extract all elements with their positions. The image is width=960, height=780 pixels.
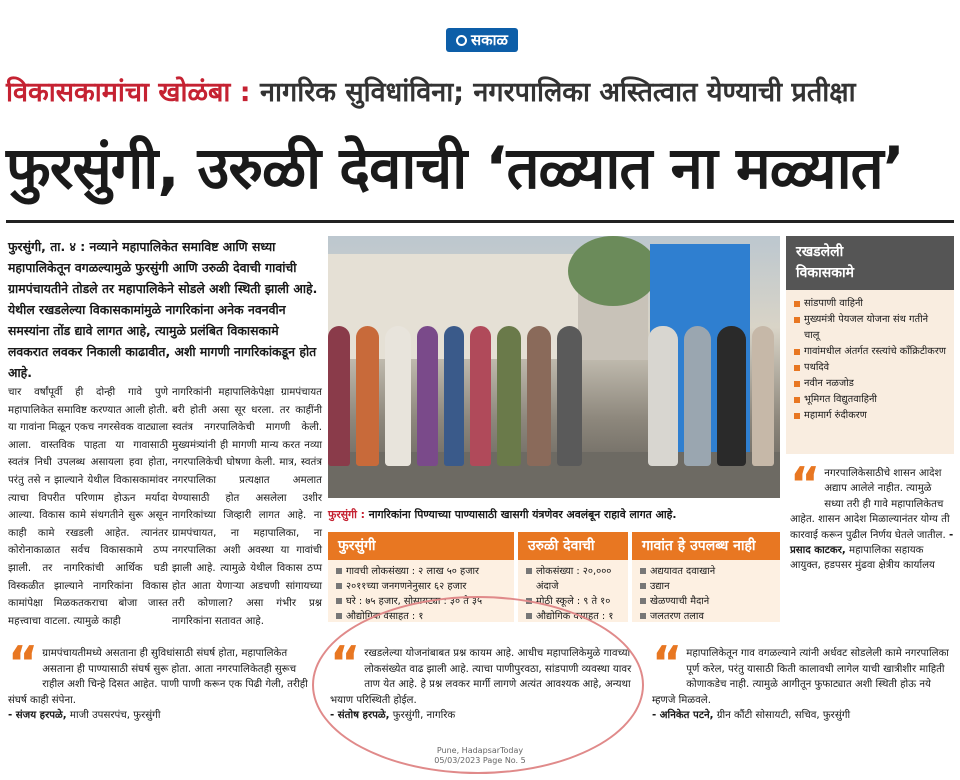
quote-role: महापालिका सहायक आयुक्त, हडपसर मुंढवा क्षेत्रीय कार्यालय	[790, 545, 935, 572]
headline-rule	[6, 220, 954, 223]
missing-facilities	[632, 532, 780, 622]
quote-text: ग्रामपंचायतीमध्ये असताना ही सुविधांसाठी संघर्ष होता, महापालिकेत असताना ही पाण्यासाठी संघर्ष सुरू होता. आता नगरपालिकेतही सुरूच राहील अशी चिन्हे दिसत आहेत. पाणी पाणी करून एक पिढी गेली, तरीही संघर्ष काही संपेना.	[8, 648, 308, 706]
quote-author: - अनिकेत पटने,	[652, 710, 714, 722]
pending-works-title	[786, 236, 954, 290]
kicker-rest: नागरिक सुविधांविना; नगरपालिका अस्तित्वात येण्याची प्रतीक्षा	[260, 77, 856, 108]
quote-text: रखडलेल्या योजनांबाबत प्रश्न कायम आहे. आधीच महापालिकेमुळे गावच्या लोकसंख्येत वाढ झाली आहे. त्याचा पाणीपुरवठा, सांडपाणी व्यवस्था यावर ताण येत आहे. हे प्रश्न लवकर मार्गी लागणे अत्यंत आवश्यक आहे, अन्यथा भयाण परिस्थिती होईल.	[330, 648, 632, 706]
quote-author: - प्रसाद काटकर,	[790, 529, 954, 557]
caption-place: फुरसुंगी :	[328, 508, 365, 521]
official-quote	[790, 457, 954, 624]
list-item: २०११च्या जनगणनेनुसार ६२ हजार	[336, 579, 506, 594]
quote-mark-icon: “	[8, 636, 39, 690]
fursungi-facts	[328, 532, 514, 622]
quote-role: फुरसुंगी, नागरिक	[392, 710, 456, 722]
pending-works-list	[786, 290, 954, 430]
photo-person	[684, 326, 711, 466]
list-item: भूमिगत विद्युतवाहिनी	[794, 392, 946, 408]
list-item: गावची लोकसंख्या : २ लाख ५० हजार	[336, 564, 506, 579]
body-column-2: नागरिकांनी महापालिकेपेक्षा ग्रामपंचायत बरी होती असा सूर धरला. तर काहींनी स्वतंत्र नगरपालिकेची मागणी केली. मुख्यमंत्र्यांनी ही मागणी मान्य करत नव्या नगरपालिकेची घोषणा केली. मात्र, स्वतंत्र नगरपालिका प्रत्यक्षात अमलात येण्यासाठी होत असलेला उशीर नागरिकांच्या जिव्हारी लागत आहे. ना ग्रामपंचायत, ना महापालिका, ना नगरपालिका अशी अवस्था या गावांची झाली आहे. त्यामुळे येथील विकास ठप्प होत आता येणाऱ्या अडचणी सांगायच्या तरी कोणाला? असा गंभीर प्रश्न नागरिकांना सतावत आहे.	[172, 387, 322, 627]
list-item: सांडपाणी वाहिनी	[794, 296, 946, 312]
photo-tree	[568, 236, 658, 306]
photo-person	[752, 326, 774, 466]
list-item: नवीन नळजोड	[794, 376, 946, 392]
quote-mark-icon: “	[652, 636, 683, 690]
quote-author: - संजय हरपळे,	[8, 710, 67, 722]
quote-text: महापालिकेतून गाव वगळल्याने त्यांनी अर्धवट सोडलेली कामे नगरपालिका पूर्ण करेल, परंतु यासाठी किती कालावधी लागेल याची खात्रीशीर माहिती कोणाकडेच नाही. त्यामुळे आगीतून फुफाट्यात अशी स्थिती होऊ नये म्हणजे मिळवले.	[652, 648, 949, 706]
citizen-quote-3	[652, 636, 954, 730]
photo-caption	[328, 500, 780, 530]
list-item: मोठी स्कूले : ९ ते १०	[526, 594, 620, 609]
photo-person	[527, 326, 551, 466]
list-item: औद्योगिक वसाहत : १	[526, 609, 620, 624]
list-item: गावांमधील अंतर्गत रस्त्यांचे काँक्रिटीकरण	[794, 344, 946, 360]
citizen-quote-2	[330, 636, 636, 730]
footer-date-page: 05/03/2023 Page No. 5	[434, 756, 526, 765]
photo-crowd	[328, 306, 780, 466]
pending-works-title-1: रखडलेली	[796, 244, 844, 260]
list-item: उद्यान	[640, 579, 772, 594]
list-item: खेळण्याची मैदाने	[640, 594, 772, 609]
footer-source: Pune, HadapsarToday	[436, 746, 524, 755]
news-photo	[328, 236, 780, 498]
photo-person	[356, 326, 380, 466]
list-item: पथदिवे	[794, 360, 946, 376]
photo-person	[417, 326, 439, 466]
photo-person	[648, 326, 677, 466]
kicker-red: विकासकामांचा खोळंबा :	[6, 77, 251, 108]
kicker-line	[6, 72, 954, 116]
list-item: औद्योगिक वसाहत : १	[336, 609, 506, 624]
citizen-quote-1	[8, 636, 314, 730]
quote-text: नगरपालिकेसाठीचे शासन आदेश अद्याप आलेले नाहीत. त्यामुळे सध्या तरी ही गावे महापालिकेतच आहेत. शासन आदेश मिळाल्यानंतर योग्य ती कारवाई करून पुढील निर्णय घेतले जातील.	[790, 468, 950, 541]
newspaper-logo	[446, 28, 518, 52]
list-item: अद्ययावत दवाखाने	[640, 564, 772, 579]
quote-mark-icon: “	[330, 636, 361, 690]
uruli-facts	[518, 532, 628, 622]
list-item: लोकसंख्या : २०,००० अंदाजे	[526, 564, 620, 594]
photo-person	[497, 326, 521, 466]
pending-works-box	[786, 236, 954, 454]
missing-facilities-title: गावांत हे उपलब्ध नाही	[632, 532, 780, 560]
lede-paragraph: फुरसुंगी, ता. ४ : नव्याने महापालिकेत समाविष्ट आणि सध्या महापालिकेतून वगळल्यामुळे फुरसुंगी आणि उरुळी देवाची गावांची ग्रामपंचायतीने तोडले तर महापालिकेने सोडले अशी स्थिती झाली आहे. येथील रखडलेल्या विकासकामांमुळे नागरिकांना अनेक नवनवीन समस्यांना तोंड द्यावे लागत आहे, त्यामुळे प्रलंबित विकासकामे लवकरात लवकर निकाली काढावीत, अशी मागणी नागरिकांकडून होत आहे.	[8, 239, 318, 380]
quote-role: ग्रीन कौंटी सोसायटी, सचिव, फुरसुंगी	[716, 710, 851, 722]
photo-person	[470, 326, 492, 466]
list-item: घरे : ७५ हजार, सोसायट्या : ३० ते ३५	[336, 594, 506, 609]
quote-mark-icon: “	[790, 457, 821, 511]
page-footer	[380, 746, 580, 772]
logo-text: सकाळ	[471, 31, 508, 49]
photo-person	[444, 326, 464, 466]
quote-author: - संतोष हरपळे,	[330, 710, 390, 722]
body-column-1: चार वर्षांपूर्वी ही दोन्ही गावे पुणे महापालिकेत समाविष्ट करण्यात आली होती. या गावांना मिळून एकच नगरसेवक वाट्याला आला. वास्तविक पाहता या गावासाठी स्वतंत्र निधी उपलब्ध असायला हवा होता, परंतु तसे न झाल्याने येथील विकासकामांवर त्याचा विपरीत परिणाम होऊन मर्यादा आल्या. विकास कामे संथगतीने सुरू असून काही कामे रखडली आहेत. त्यानंतर कोरोनाकाळात सर्वच विकासकामे ठप्प झाली. तर नागरिकांची आर्थिक घडी विस्कळीत झाल्याने नागरिकांना विकास कामांपेक्षा मिळकतकराचा बोजा जास्त महत्त्वाचा वाटला. त्यामुळे काही	[8, 387, 168, 627]
list-item: जलतरण तलाव	[640, 609, 772, 624]
caption-text: नागरिकांना पिण्याच्या पाण्यासाठी खासगी यंत्रणेवर अवलंबून राहावे लागत आहे.	[368, 508, 677, 521]
fursungi-facts-title: फुरसुंगी	[328, 532, 514, 560]
headline: फुरसुंगी, उरुळी देवाची ‘तळ्यात ना मळ्यात’	[6, 134, 904, 202]
list-item: महामार्ग रुंदीकरण	[794, 408, 946, 424]
uruli-facts-title: उरुळी देवाची	[518, 532, 628, 560]
logo-mark-icon	[456, 35, 467, 46]
photo-person	[717, 326, 746, 466]
pending-works-title-2: विकासकामे	[796, 265, 855, 281]
quote-role: माजी उपसरपंच, फुरसुंगी	[69, 710, 161, 722]
photo-person	[557, 326, 583, 466]
photo-person	[328, 326, 350, 466]
list-item: मुख्यमंत्री पेयजल योजना संथ गतीने चालू	[794, 312, 946, 344]
photo-person	[385, 326, 411, 466]
